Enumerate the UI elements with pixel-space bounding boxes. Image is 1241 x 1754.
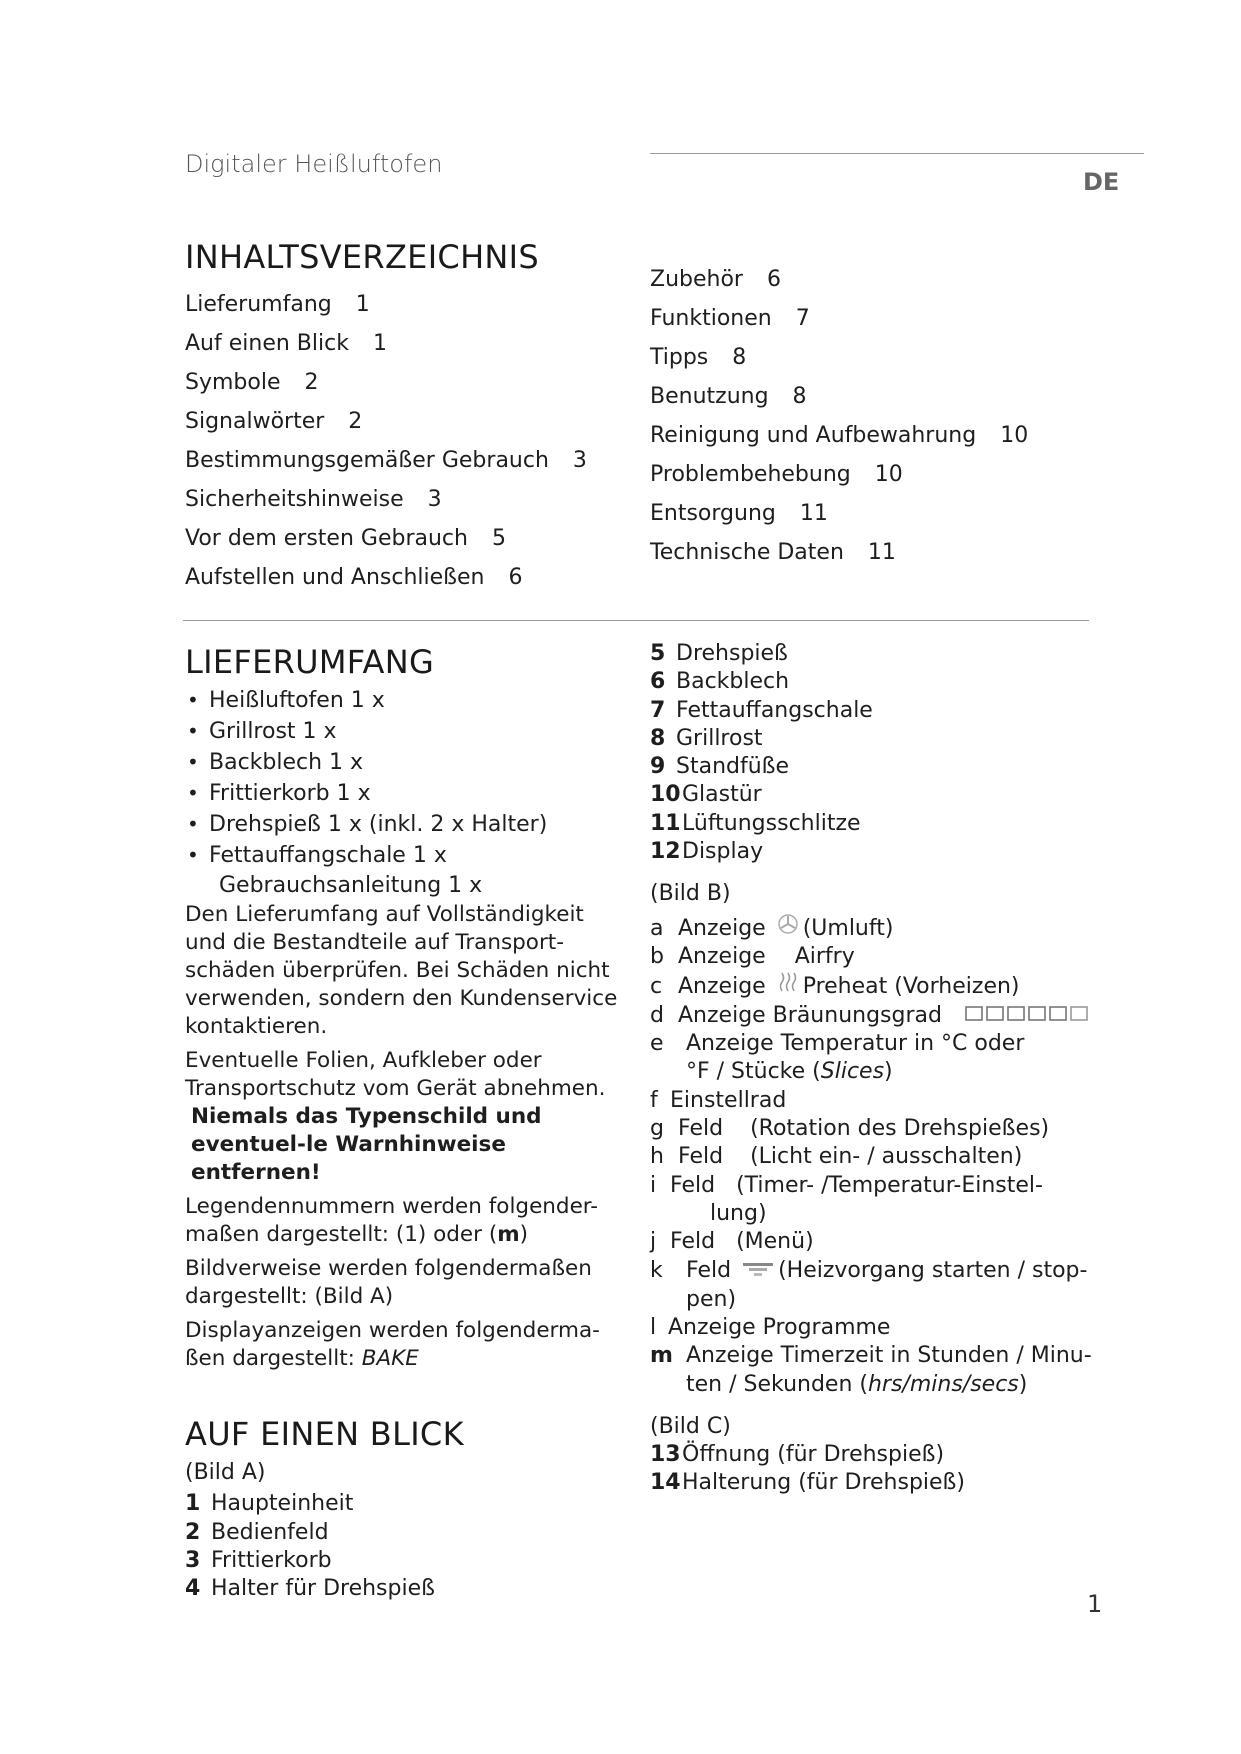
bild-reference: (Bild B) (650, 881, 731, 907)
toc-entry[interactable]: Tipps 8 (650, 345, 747, 370)
paragraph: Displayanzeigen werden folgenderma-ßen dargestellt: BAKE (185, 1318, 600, 1371)
start-stop-icon (738, 1256, 778, 1284)
toc-entry[interactable]: Sicherheitshinweise 3 (185, 487, 442, 512)
heat-waves-icon (773, 971, 803, 1000)
list-item: 14Halterung (für Drehspieß) (650, 1470, 965, 1496)
legend-item-a: a Anzeige (Umluft) (650, 913, 1090, 943)
list-item: 2 Bedienfeld (185, 1519, 329, 1545)
toc-right-column (650, 260, 1028, 572)
toc-entry[interactable]: Benutzung 8 (650, 384, 807, 409)
section-divider (183, 620, 1089, 621)
header-divider (650, 153, 1144, 154)
page-number: 1 (1087, 1590, 1103, 1618)
paragraph: Legendennummern werden folgender-maßen dargestellt: (1) oder (m) (185, 1194, 599, 1247)
toc-entry[interactable]: Technische Daten 11 (650, 540, 896, 565)
list-item: 1 Haupteinheit (185, 1491, 354, 1517)
list-item: 5 Drehspieß (650, 641, 788, 666)
delivery-list (185, 685, 625, 871)
toc-heading: INHALTSVERZEICHNIS (185, 238, 540, 276)
toc-left-column (185, 285, 587, 597)
legend-item-k: k Feld (Heizvorgang starten / stop- (650, 1258, 1088, 1284)
toc-entry[interactable]: Entsorgung 11 (650, 501, 828, 526)
list-item: 4 Halter für Drehspieß (185, 1576, 435, 1602)
list-item: 8 Grillrost (650, 725, 763, 751)
left-column (185, 643, 625, 1603)
legend-item-f: f Einstellrad (650, 1087, 787, 1113)
legend-item-c: c Anzeige Preheat (Vorheizen) (650, 971, 1090, 1001)
lieferumfang-heading: LIEFERUMFANG (185, 643, 435, 681)
legend-item-g: g Feld (Rotation des Drehspießes) (650, 1115, 1050, 1141)
list-item: 12Display (650, 839, 764, 865)
list-item: 7 Fettauffangschale (650, 697, 873, 723)
auf-einen-blick-heading: AUF EINEN BLICK (185, 1415, 464, 1453)
list-item-manual: Gebrauchsanleitung 1 x (219, 873, 483, 898)
legend-item-d: d Anzeige Bräunungsgrad (650, 1002, 1090, 1030)
toc-entry[interactable]: Aufstellen und Anschließen 6 (185, 565, 523, 590)
toc-entry[interactable]: Reinigung und Aufbewahrung 10 (650, 423, 1029, 448)
document-title: Digitaler Heißluftofen (185, 150, 443, 178)
legend-item-j: j Feld (Menü) (650, 1229, 814, 1255)
legend-item-e: e Anzeige Temperatur in °C oder (650, 1031, 1025, 1057)
legend-item-i: i Feld (Timer- /Temperatur-Einstel- (650, 1172, 1043, 1198)
right-column (650, 640, 1090, 1498)
language-tag: DE (1083, 168, 1120, 196)
bild-reference: (Bild A) (185, 1460, 266, 1485)
toc-entry[interactable]: Signalwörter 2 (185, 409, 363, 434)
bild-reference: (Bild C) (650, 1413, 731, 1439)
fan-icon (773, 913, 803, 942)
paragraph: Den Lieferumfang auf Vollständigkeit und die Bestandteile auf Transport-schäden überprüfen. Bei Schäden nicht verwenden, sondern den Kundenservice kontaktieren. (185, 902, 618, 1039)
legend-item-k-cont: pen) (686, 1286, 737, 1312)
list-item: 10Glastür (650, 782, 762, 808)
parts-list-left (185, 1459, 625, 1603)
legend-item-b: b Anzeige Airfry (650, 943, 855, 969)
toc-entry[interactable]: Symbole 2 (185, 370, 319, 395)
list-item: 6 Backblech (650, 669, 790, 695)
list-item: • Backblech 1 x (185, 747, 625, 778)
legend-item-m: m Anzeige Timerzeit in Stunden / Minu- (650, 1343, 1092, 1369)
toc-entry[interactable]: Bestimmungsgemäßer Gebrauch 3 (185, 448, 587, 473)
list-item: 3 Frittierkorb (185, 1547, 332, 1573)
toc-entry[interactable]: Auf einen Blick 1 (185, 331, 387, 356)
list-item: • Grillrost 1 x (185, 716, 625, 747)
list-item: • Frittierkorb 1 x (185, 778, 625, 809)
list-item: 11Lüftungsschlitze (650, 810, 861, 836)
toc-entry[interactable]: Problembehebung 10 (650, 462, 903, 487)
legend-item-i-cont: lung) (710, 1200, 767, 1226)
list-item: • Heißluftofen 1 x (185, 685, 625, 716)
legend-item-m-cont: ten / Sekunden (hrs/mins/secs) (686, 1371, 1028, 1397)
legend-item-h: h Feld (Licht ein- / ausschalten) (650, 1144, 1023, 1170)
toc-entry[interactable]: Zubehör 6 (650, 267, 781, 292)
legend-item-l: l Anzeige Programme (650, 1314, 891, 1340)
legend-item-e-cont: °F / Stücke (Slices) (686, 1059, 893, 1085)
toc-entry[interactable]: Lieferumfang 1 (185, 292, 370, 317)
warning-paragraph: Niemals das Typenschild und eventuel-le Warnhinweise entfernen! (191, 1104, 542, 1185)
list-item: 9 Standfüße (650, 754, 790, 780)
browning-level-icon (965, 1002, 1089, 1030)
list-item: • Fettauffangschale 1 x (185, 840, 625, 871)
paragraph: Eventuelle Folien, Aufkleber oder Transportschutz vom Gerät abnehmen. (185, 1048, 606, 1101)
list-item: • Drehspieß 1 x (inkl. 2 x Halter) (185, 809, 625, 840)
toc-entry[interactable]: Funktionen 7 (650, 306, 810, 331)
toc-entry[interactable]: Vor dem ersten Gebrauch 5 (185, 526, 506, 551)
list-item: 13Öffnung (für Drehspieß) (650, 1442, 945, 1468)
paragraph: Bildverweise werden folgendermaßen dargestellt: (Bild A) (185, 1256, 592, 1309)
